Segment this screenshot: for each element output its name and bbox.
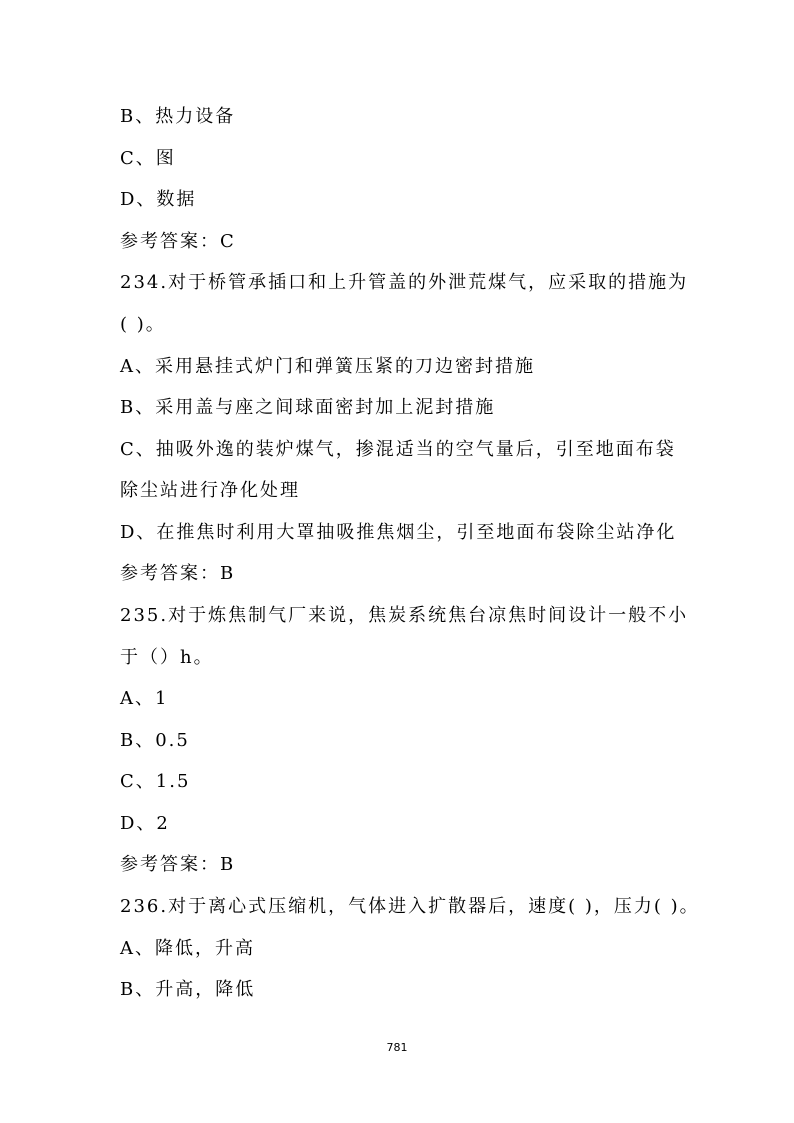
option-c-q233: C、图 xyxy=(120,148,176,169)
option-b-q235: B、0.5 xyxy=(120,730,190,751)
question-236: 236.对于离心式压缩机，气体进入扩散器后，速度( )，压力( )。 xyxy=(120,896,700,917)
question-235-line-2: 于（）h。 xyxy=(120,647,214,668)
option-a-q235: A、1 xyxy=(120,688,169,709)
option-d-q234: D、在推焦时利用大罩抽吸推焦烟尘，引至地面布袋除尘站净化 xyxy=(120,522,677,543)
question-235-line-1: 235.对于炼焦制气厂来说，焦炭系统焦台凉焦时间设计一般不小 xyxy=(120,605,689,626)
answer-q235: 参考答案：B xyxy=(120,854,236,875)
option-d-q233: D、数据 xyxy=(120,189,197,210)
answer-q233: 参考答案：C xyxy=(120,231,236,252)
option-a-q234: A、采用悬挂式炉门和弹簧压紧的刀边密封措施 xyxy=(120,356,535,377)
option-b-q233: B、热力设备 xyxy=(120,106,236,127)
option-b-q234: B、采用盖与座之间球面密封加上泥封措施 xyxy=(120,397,496,418)
question-234-line-1: 234.对于桥管承插口和上升管盖的外泄荒煤气，应采取的措施为 xyxy=(120,272,689,293)
question-234-line-2: ( )。 xyxy=(120,314,166,335)
option-c-q234-line-2: 除尘站进行净化处理 xyxy=(120,480,300,501)
option-d-q235: D、2 xyxy=(120,813,170,834)
answer-q234: 参考答案：B xyxy=(120,563,236,584)
option-c-q234-line-1: C、抽吸外逸的装炉煤气，掺混适当的空气量后，引至地面布袋 xyxy=(120,439,676,460)
option-c-q235: C、1.5 xyxy=(120,771,191,792)
option-a-q236: A、降低，升高 xyxy=(120,938,255,959)
page-number: 781 xyxy=(386,1041,408,1054)
option-b-q236: B、升高，降低 xyxy=(120,979,256,1000)
